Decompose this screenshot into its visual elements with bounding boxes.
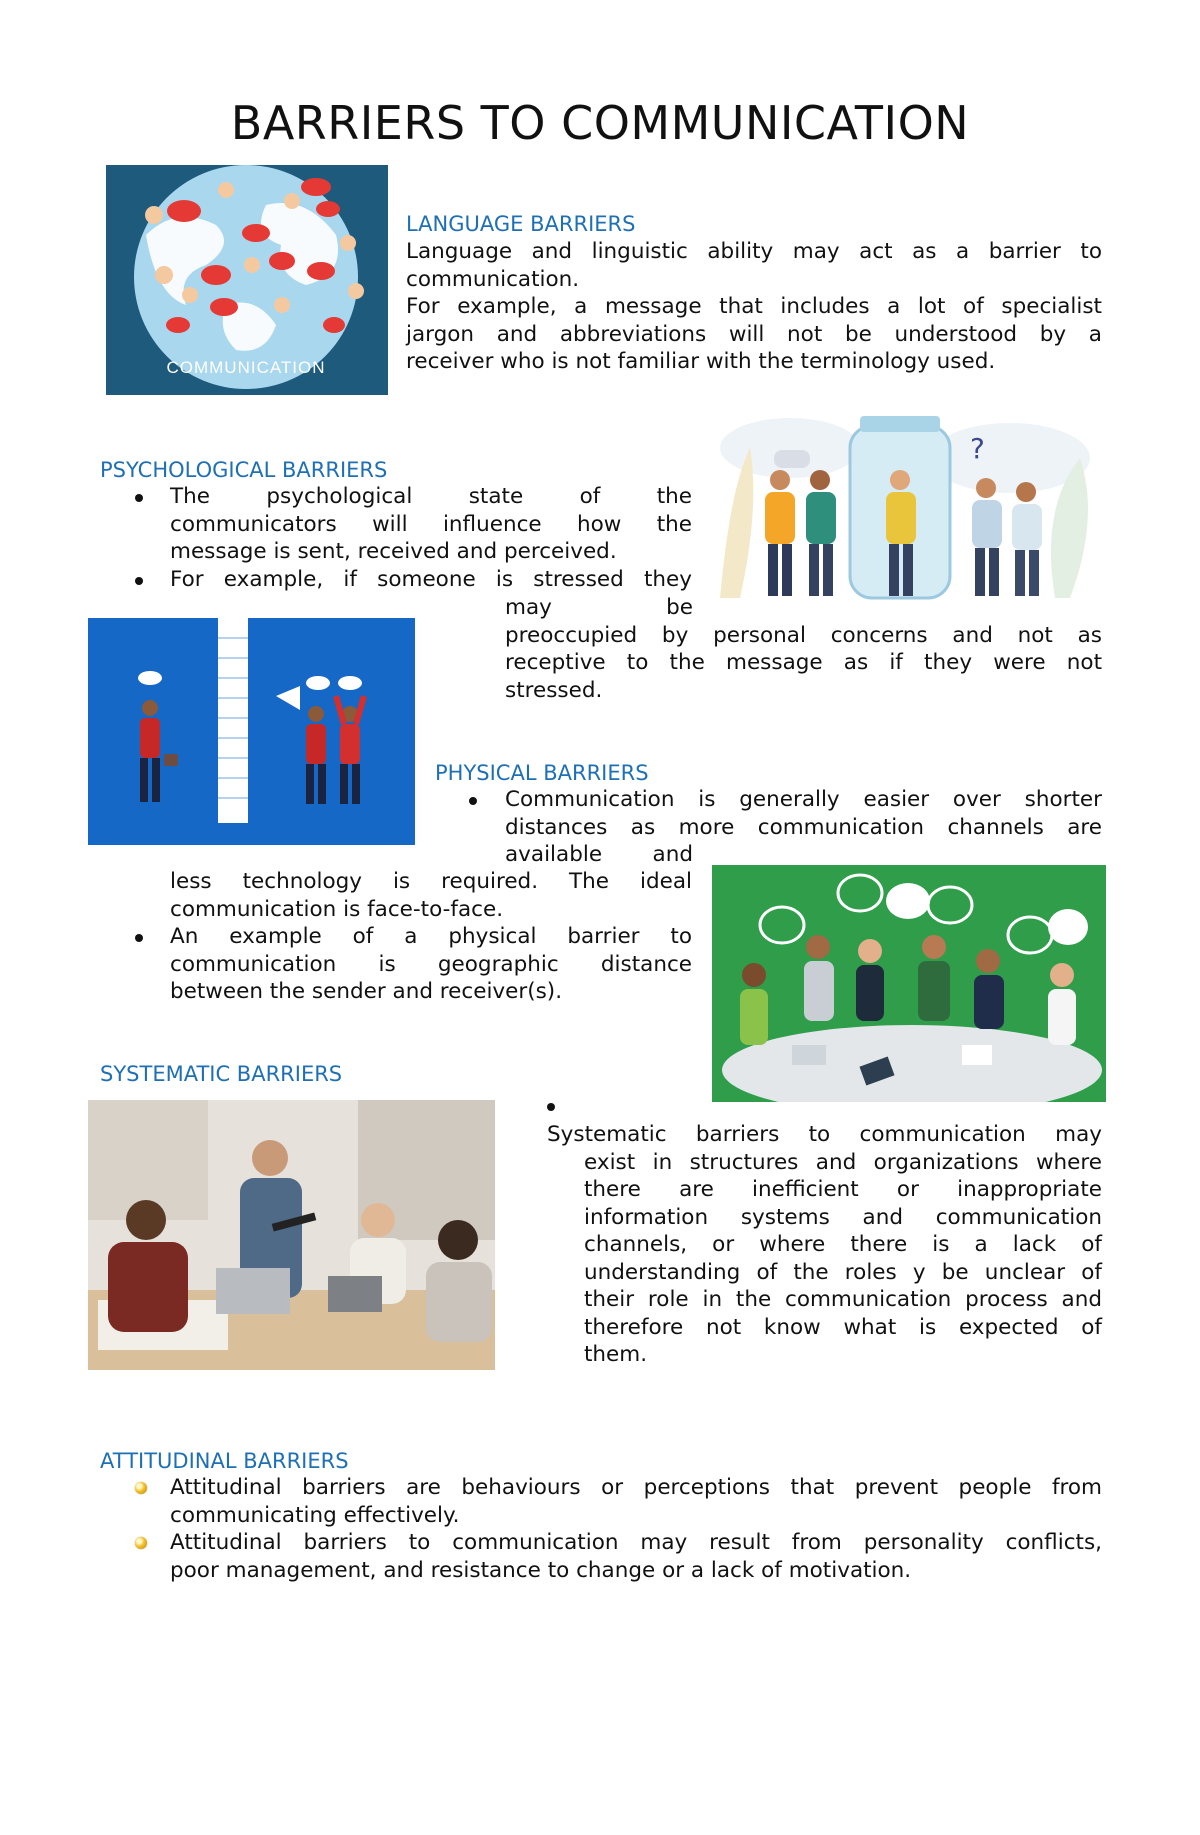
text-line: communication is face-to-face. (170, 896, 504, 922)
communication-globe-image (106, 165, 388, 395)
text-line: preoccupied by personal concerns and not as (505, 622, 1102, 648)
text-line: communication. (406, 266, 580, 292)
text-line: less technology is required. The ideal (170, 869, 692, 894)
text-line: their role in the communication process and (584, 1287, 1102, 1312)
globe-image-label: COMMUNICATION (166, 358, 326, 377)
text-line: poor management, and resistance to change or a lack of motivation. (170, 1557, 912, 1583)
text-line: jargon and abbreviations will not be understood by a (406, 321, 1102, 347)
text-line: therefore not know what is expected of (584, 1314, 1102, 1340)
attitudinal-bullet-1 (170, 1474, 1102, 1529)
text-line: receptive to the message as if they were not (505, 650, 1102, 675)
bullet-icon (135, 934, 143, 942)
bullet-icon (135, 577, 143, 585)
bullet-icon (135, 1482, 147, 1494)
text-line: communicators will influence how the (170, 511, 692, 537)
text-line: communicating effectively. (170, 1502, 460, 1528)
text-line: The psychological state of the (170, 484, 692, 509)
text-line: exist in structures and organizations where (584, 1149, 1102, 1175)
psychological-bullet-1 (170, 483, 692, 566)
text-line: channels, or where there is a lack of (584, 1232, 1102, 1257)
text-line: may be (505, 595, 693, 620)
text-line: Language and linguistic ability may act as a barrier to (406, 239, 1102, 264)
attitudinal-barriers-heading: ATTITUDINAL BARRIERS (100, 1449, 349, 1473)
psychological-barriers-heading: PSYCHOLOGICAL BARRIERS (100, 458, 388, 482)
systematic-bullet (547, 1121, 1102, 1369)
text-line: information systems and communication (584, 1204, 1102, 1230)
text-line: receiver who is not familiar with the terminology used. (406, 349, 996, 374)
text-line: For example, a message that includes a lot of specialist (406, 294, 1102, 319)
text-line: For example, if someone is stressed they (170, 567, 692, 592)
attitudinal-bullet-2 (170, 1529, 1102, 1584)
language-barriers-paragraph (406, 238, 1102, 376)
psychological-bullet-2-continued (505, 594, 1102, 704)
text-line: available and (505, 842, 693, 867)
text-line: understanding of the roles y be unclear of (584, 1259, 1102, 1285)
language-barriers-heading: LANGUAGE BARRIERS (406, 212, 636, 236)
systematic-barriers-heading: SYSTEMATIC BARRIERS (100, 1062, 343, 1086)
text-line: Systematic barriers to communication may (547, 1122, 1102, 1147)
text-line: message is sent, received and perceived. (170, 539, 617, 564)
bullet-icon (135, 494, 143, 502)
office-meeting-photo (88, 1100, 495, 1370)
svg-text:?: ? (970, 432, 985, 465)
text-line: distances as more communication channels are (505, 814, 1102, 840)
bullet-icon (135, 1537, 147, 1549)
text-line: Communication is generally easier over shorter (505, 787, 1102, 812)
physical-bullet-2 (170, 923, 692, 1006)
text-line: between the sender and receiver(s). (170, 979, 563, 1004)
text-line: communication is geographic distance (170, 951, 692, 977)
psychological-bullet-2-line-1 (170, 566, 692, 594)
physical-bullet-1 (505, 786, 1102, 869)
physical-bullet-1-continued (170, 868, 692, 923)
text-line: Attitudinal barriers to communication may result from personality conflicts, (170, 1530, 1102, 1555)
team-jar-illustration (710, 408, 1102, 608)
meeting-illustration (712, 865, 1106, 1102)
wall-barrier-illustration (88, 618, 415, 845)
text-line: there are inefficient or inappropriate (584, 1177, 1102, 1202)
physical-barriers-heading: PHYSICAL BARRIERS (435, 761, 649, 785)
text-line: them. (584, 1342, 648, 1367)
page-title: BARRIERS TO COMMUNICATION (230, 96, 970, 150)
text-line: Attitudinal barriers are behaviours or perceptions that prevent people from (170, 1475, 1102, 1500)
text-line: stressed. (505, 677, 603, 703)
bullet-icon (469, 797, 477, 805)
bullet-icon (547, 1103, 555, 1111)
text-line: An example of a physical barrier to (170, 924, 692, 949)
